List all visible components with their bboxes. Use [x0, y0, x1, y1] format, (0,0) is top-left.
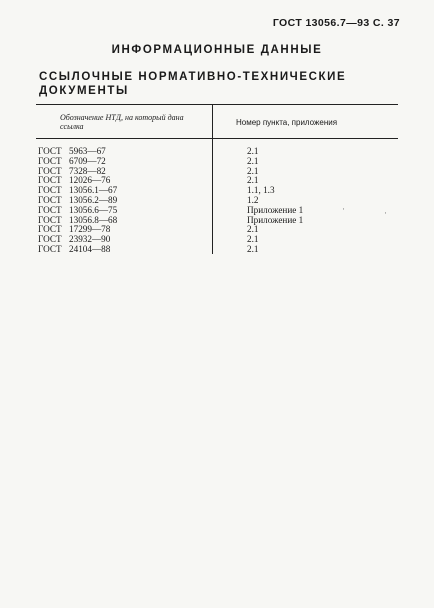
document-prefix: ГОСТ	[38, 155, 62, 166]
document-prefix: ГОСТ	[38, 146, 62, 156]
table-body	[36, 147, 398, 255]
clause-reference: 2.1	[247, 175, 259, 186]
document-prefix: ГОСТ	[38, 234, 62, 245]
document-number: 23932—90	[69, 234, 111, 245]
document-number: 13056.8—68	[69, 214, 118, 225]
document-number: 24104—88	[69, 243, 111, 254]
document-number: 13056.6—75	[69, 204, 118, 215]
clause-reference: 1.1, 1.3	[247, 185, 275, 196]
clause-reference: Приложение 1	[247, 214, 304, 225]
clause-reference: 2.1	[247, 243, 259, 254]
clause-reference: 2.1	[247, 234, 259, 245]
table-top-rule	[36, 104, 398, 105]
section-title: ССЫЛОЧНЫЕ НОРМАТИВНО-ТЕХНИЧЕСКИЕ ДОКУМЕНТЫ	[39, 71, 347, 97]
clause-reference: Приложение 1	[247, 204, 304, 215]
scan-speck: ·	[384, 208, 387, 218]
document-prefix: ГОСТ	[38, 165, 62, 176]
document-number: 7328—82	[69, 165, 106, 176]
document-prefix: ГОСТ	[38, 185, 62, 196]
clause-reference: 2.1	[247, 165, 259, 176]
document-number: 13056.2—89	[69, 194, 118, 205]
document-prefix: ГОСТ	[38, 214, 62, 225]
document-prefix: ГОСТ	[38, 175, 62, 186]
table-row	[36, 245, 398, 255]
document-prefix: ГОСТ	[38, 243, 62, 254]
scan-speck: ·	[342, 204, 345, 214]
clause-reference: 1.2	[247, 194, 259, 205]
column-header-reference: Номер пункта, приложения	[236, 118, 338, 127]
table-header-rule	[36, 138, 398, 139]
clause-reference: 2.1	[247, 146, 259, 156]
clause-reference: 2.1	[247, 155, 259, 166]
page-title: ИНФОРМАЦИОННЫЕ ДАННЫЕ	[111, 44, 323, 56]
document-number: 17299—78	[69, 224, 111, 235]
document-prefix: ГОСТ	[38, 224, 62, 235]
document-number: 6709—72	[69, 155, 106, 166]
document-number: 13056.1—67	[69, 185, 118, 196]
document-number: 5963—67	[69, 146, 106, 156]
clause-reference: 2.1	[247, 224, 259, 235]
document-prefix: ГОСТ	[38, 194, 62, 205]
document-prefix: ГОСТ	[38, 204, 62, 215]
document-number: 12026—76	[69, 175, 111, 186]
column-header-document: Обозначение НТД, на который дана ссылка	[60, 113, 184, 131]
document-designation	[38, 245, 110, 255]
page-header-code: ГОСТ 13056.7—93 С. 37	[272, 17, 400, 29]
